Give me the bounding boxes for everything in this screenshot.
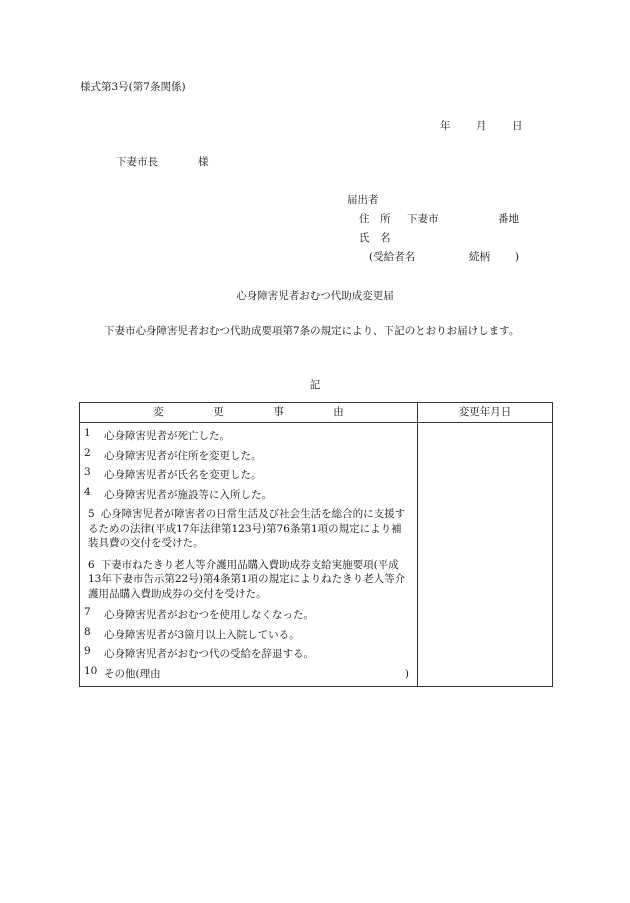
list-item: 2 心身障害児者が住所を変更した。 xyxy=(84,446,262,462)
relation-label: 続柄 xyxy=(469,251,490,263)
document-title: 心身障害児者おむつ代助成変更届 xyxy=(236,290,394,302)
address-label: 住 所 xyxy=(359,213,391,225)
list-item: 6 下妻市ねたきり老人等介護用品購入費助成券支給実施要項(平成13年下妻市告示第22号)第4条第1項の規定によりねたきり老人等介護用品購入費助成券の交付を受けた。 xyxy=(88,558,406,600)
ki-heading: 記 xyxy=(309,379,321,391)
addressee-name: 下妻市長 xyxy=(116,156,158,168)
list-item: 1 心身障害児者が死亡した。 xyxy=(84,427,230,442)
list-item: 4 心身障害児者が施設等に入所した。 xyxy=(84,485,272,501)
header-change-reason: 変 更 事 由 xyxy=(80,403,418,423)
address-banchi: 番地 xyxy=(498,213,519,225)
table-row xyxy=(80,423,553,687)
change-date-cell xyxy=(418,423,553,687)
change-table xyxy=(79,402,553,687)
addressee-honorific: 様 xyxy=(198,156,209,168)
list-item: 10 その他(理由 ) xyxy=(84,664,409,680)
other-reason-close-paren: ) xyxy=(404,667,409,680)
list-item: 8 心身障害児者が3箇月以上入院している。 xyxy=(84,625,300,641)
list-item: 9 心身障害児者がおむつ代の受給を辞退する。 xyxy=(84,645,314,660)
recipient-close-paren: ) xyxy=(515,251,520,263)
body-text: 下妻市心身障害児者おむつ代助成要項第7条の規定により、下記のとおりお届けします。 xyxy=(104,325,520,337)
reason-list xyxy=(80,423,418,687)
list-item: 7 心身障害児者がおむつを使用しなくなった。 xyxy=(84,606,314,621)
table-header-row xyxy=(80,403,553,423)
header-change-date: 変更年月日 xyxy=(418,403,553,423)
date-year-label: 年 xyxy=(440,120,451,132)
recipient-label: (受給者名 xyxy=(369,251,416,263)
address-city: 下妻市 xyxy=(407,213,439,225)
date-month-label: 月 xyxy=(476,120,487,132)
list-item: 5 心身障害児者が障害者の日常生活及び社会生活を総合的に支援するための法律(平成17年法律第123号)第76条第1項の規定により補装具費の交付を受けた。 xyxy=(88,508,406,549)
list-item: 3 心身障害児者が氏名を変更した。 xyxy=(84,466,262,481)
date-line xyxy=(440,119,523,133)
form-number: 様式第3号(第7条関係) xyxy=(80,81,186,93)
addressee xyxy=(116,155,209,169)
date-day-label: 日 xyxy=(512,120,523,132)
name-label: 氏 名 xyxy=(359,232,391,244)
applicant-label: 届出者 xyxy=(347,194,379,206)
